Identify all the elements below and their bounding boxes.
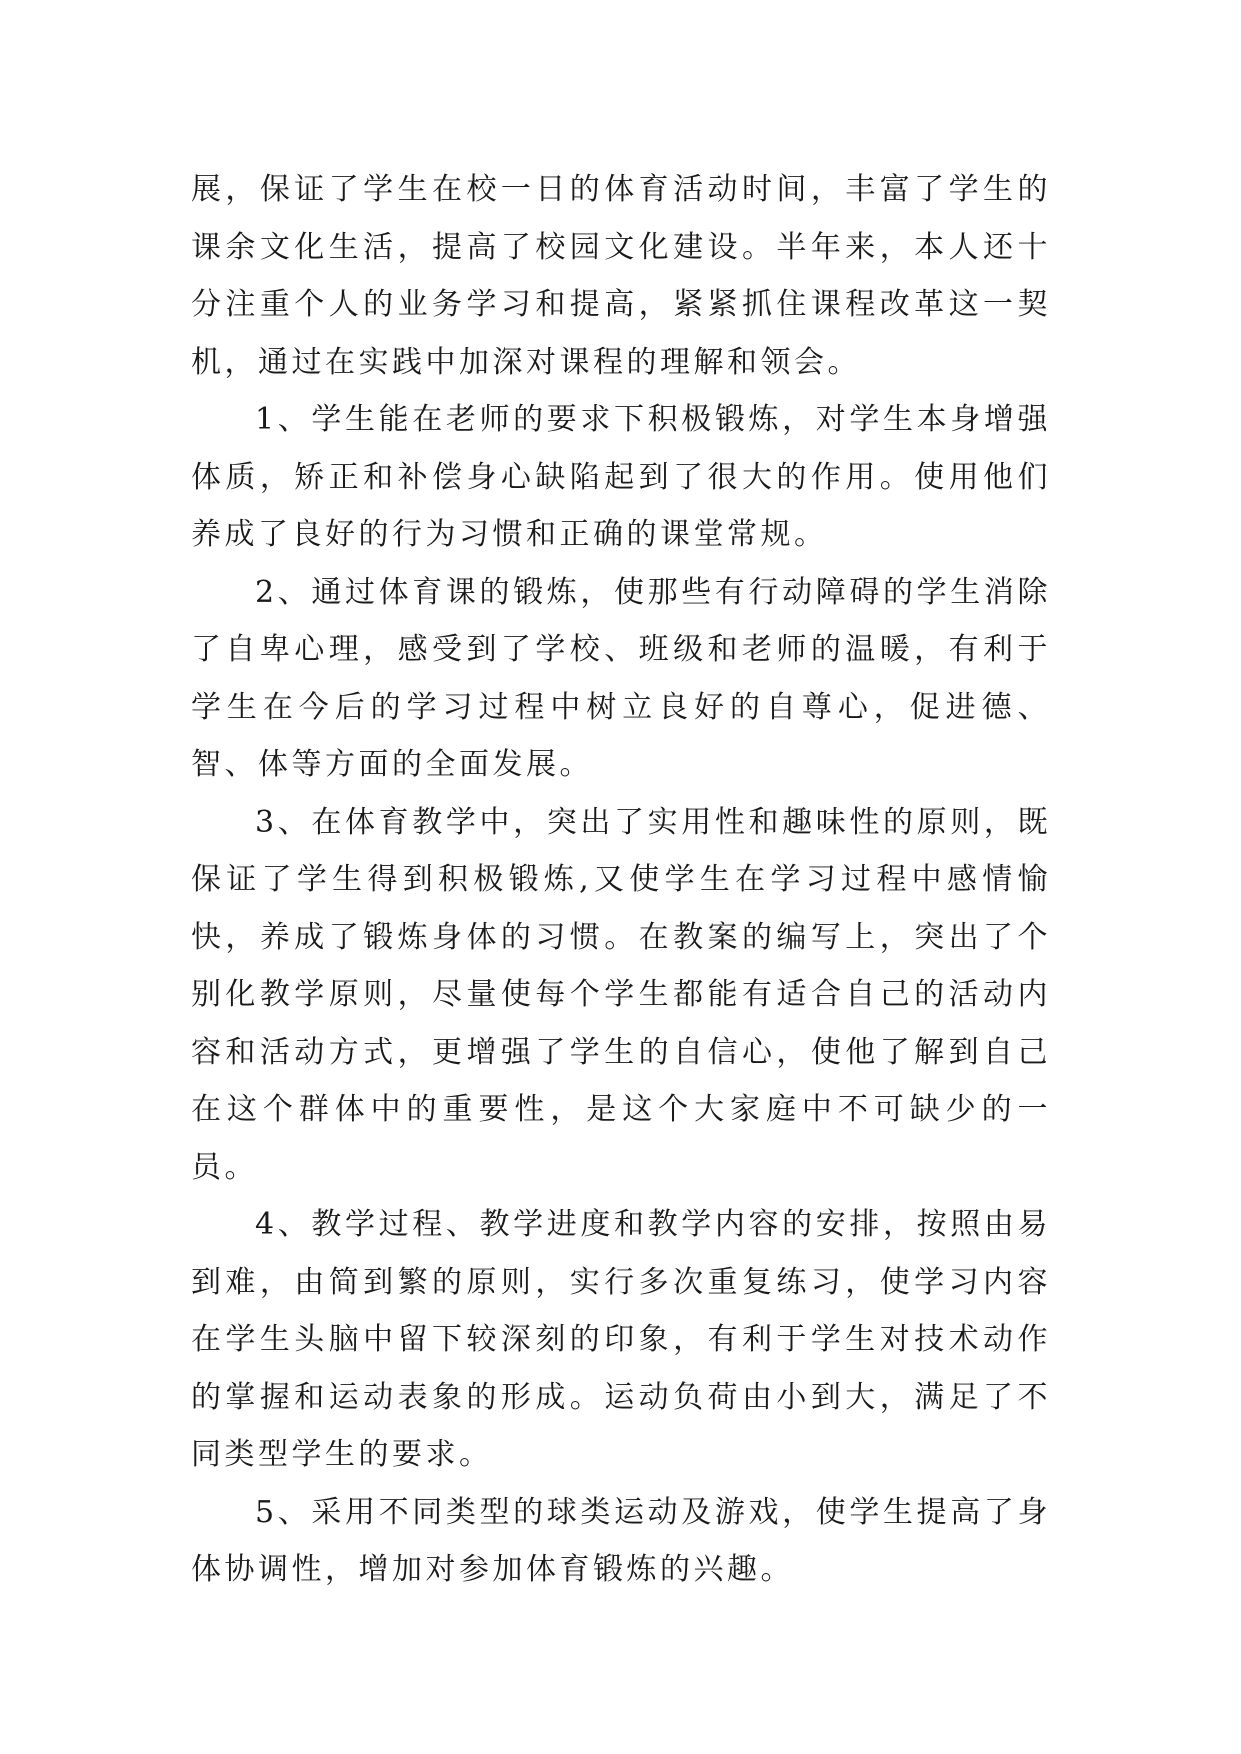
paragraph-continuation: 展，保证了学生在校一日的体育活动时间，丰富了学生的课余文化生活，提高了校园文化建设。半年来，本人还十分注重个人的业务学习和提高，紧紧抓住课程改革这一契机，通过在实践中加深对课程的理解和领会。 (191, 172, 1051, 380)
paragraph-item-4: 4、教学过程、教学进度和教学内容的安排，按照由易到难，由简到繁的原则，实行多次重复练习，使学习内容在学生头脑中留下较深刻的印象，有利于学生对技术动作的掌握和运动表象的形成。运动负荷由小到大，满足了不同类型学生的要求。 (191, 1207, 1051, 1472)
document-body (191, 161, 1051, 1599)
paragraph-item-1: 1、学生能在老师的要求下积极锻炼，对学生本身增强体质，矫正和补偿身心缺陷起到了很大的作用。使用他们养成了良好的行为习惯和正确的课堂常规。 (191, 402, 1051, 552)
paragraph-item-2: 2、通过体育课的锻炼，使那些有行动障碍的学生消除了自卑心理，感受到了学校、班级和老师的温暖，有利于学生在今后的学习过程中树立良好的自尊心，促进德、智、体等方面的全面发展。 (191, 574, 1051, 782)
paragraph-item-3: 3、在体育教学中，突出了实用性和趣味性的原则，既保证了学生得到积极锻炼,又使学生在学习过程中感情愉快，养成了锻炼身体的习惯。在教案的编写上，突出了个别化教学原则，尽量使每个学生都能有适合自己的活动内容和活动方式，更增强了学生的自信心，使他了解到自己在这个群体中的重要性，是这个大家庭中不可缺少的一员。 (191, 804, 1051, 1185)
paragraph-item-5: 5、采用不同类型的球类运动及游戏，使学生提高了身体协调性，增加对参加体育锻炼的兴趣。 (191, 1494, 1051, 1587)
